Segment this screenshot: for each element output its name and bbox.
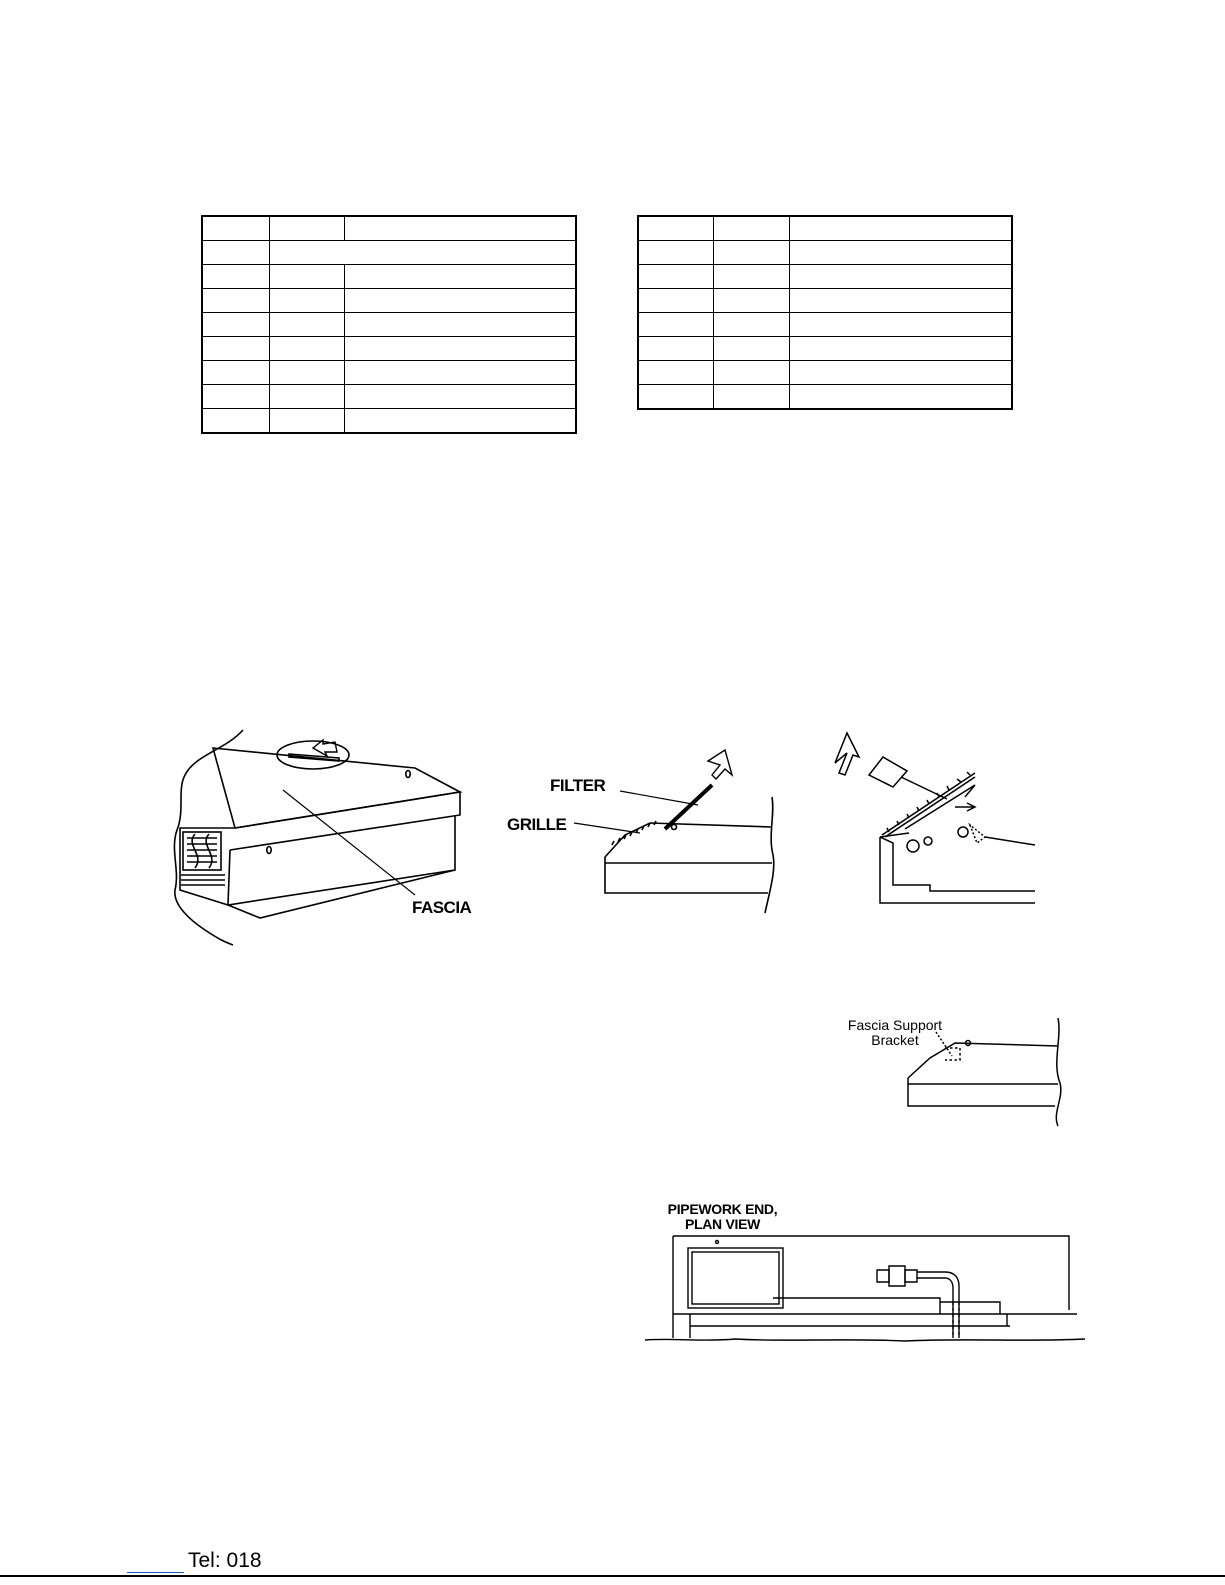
fascia-support-label-line2: Bracket (871, 1032, 919, 1048)
grille-label: GRILLE (507, 815, 567, 834)
table-row (638, 289, 1012, 313)
pipework-title-line2: PLAN VIEW (684, 1216, 761, 1232)
table-row (638, 385, 1012, 410)
table-row (202, 313, 576, 337)
table-row (202, 409, 576, 434)
table-row (202, 241, 576, 265)
table-row (202, 385, 576, 409)
table-row (202, 216, 576, 241)
footer-rule (0, 1575, 1225, 1577)
table-row (638, 241, 1012, 265)
pipework-title-line1: PIPEWORK END, (667, 1201, 778, 1217)
blank-table-left (201, 215, 577, 434)
table-row (638, 313, 1012, 337)
footer-link-underline (127, 1572, 184, 1573)
table-row (638, 361, 1012, 385)
filter-label: FILTER (550, 776, 606, 795)
fascia-label: FASCIA (412, 898, 472, 917)
pipework-plan-view-illustration (645, 1230, 1085, 1345)
grille-release-illustration (825, 725, 1040, 910)
filter-grille-section-illustration (600, 745, 780, 915)
footer-telephone: Tel: 018 (188, 1549, 262, 1572)
table-row (202, 337, 576, 361)
table-row (638, 337, 1012, 361)
table-row (202, 289, 576, 313)
pipework-view-title (650, 1202, 795, 1232)
fascia-support-label-line1: Fascia Support (847, 1017, 943, 1033)
fascia-support-bracket-label (840, 1018, 950, 1048)
table-row (638, 216, 1012, 241)
table-row (638, 265, 1012, 289)
table-row (202, 265, 576, 289)
blank-table-right (637, 215, 1013, 410)
table-row (202, 361, 576, 385)
